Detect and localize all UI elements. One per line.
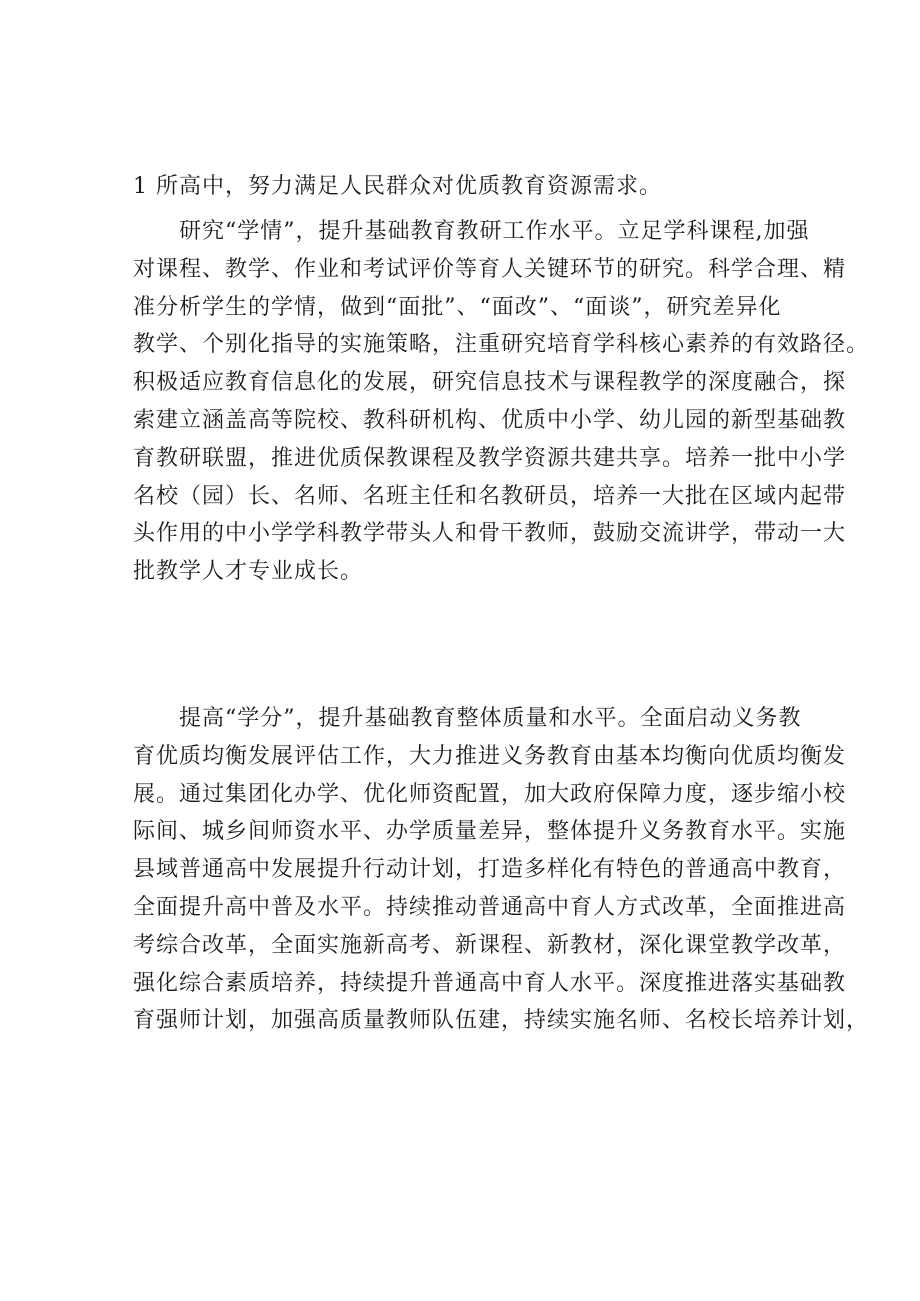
- text-line: 县域普通高中发展提升行动计划，打造多样化有特色的普通高中教育，: [133, 857, 847, 883]
- text-line: 头作用的中小学学科教学带头人和骨干教师，鼓励交流讲学，带动一大: [133, 521, 847, 547]
- text-line: 对课程、教学、作业和考试评价等育人关键环节的研究。科学合理、精: [133, 256, 847, 282]
- text-line: 际间、城乡间师资水平、办学质量差异，整体提升义务教育水平。实施: [133, 819, 847, 845]
- text-line: 考综合改革，全面实施新高考、新课程、新教材，深化课堂教学改革，: [133, 932, 847, 958]
- text-line: 提高“学分”，提升基础教育整体质量和水平。全面启动义务教: [179, 706, 802, 731]
- text-line: 教学、个别化指导的实施策略，注重研究培育学科核心素养的有效路径。: [133, 332, 870, 358]
- text-line: 1 所高中，努力满足人民群众对优质教育资源需求。: [133, 174, 662, 199]
- paragraph-research-learning: [133, 213, 870, 591]
- text-line: 研究“学情”，提升基础教育教研工作水平。立足学科课程,加强: [179, 219, 810, 244]
- text-line: 强化综合素质培养，持续提升普通高中育人水平。深度推进落实基础教: [133, 970, 847, 996]
- text-line: 索建立涵盖高等院校、教科研机构、优质中小学、幼儿园的新型基础教: [133, 407, 847, 433]
- text-line: 展。通过集团化办学、优化师资配置，加大政府保障力度，逐步缩小校: [133, 781, 847, 807]
- text-line: 育教研联盟，推进优质保教课程及教学资源共建共享。培养一批中小学: [133, 445, 847, 471]
- paragraph-improve-quality: [133, 700, 870, 1040]
- text-line: 批教学人才专业成长。: [133, 559, 364, 585]
- text-line: 名校（园）长、名师、名班主任和名教研员，培养一大批在区域内起带: [133, 483, 847, 509]
- text-line: 准分析学生的学情，做到“面批”、“面改”、“面谈”，研究差异化: [133, 294, 782, 320]
- text-line: 育优质均衡发展评估工作，大力推进义务教育由基本均衡向优质均衡发: [133, 743, 847, 769]
- text-line: 育强师计划，加强高质量教师队伍建，持续实施名师、名校长培养计划，: [133, 1008, 870, 1034]
- paragraph-continuation: [133, 168, 813, 206]
- text-line: 积极适应教育信息化的发展，研究信息技术与课程教学的深度融合，探: [133, 370, 847, 396]
- text-line: 全面提升高中普及水平。持续推动普通高中育人方式改革，全面推进高: [133, 894, 847, 920]
